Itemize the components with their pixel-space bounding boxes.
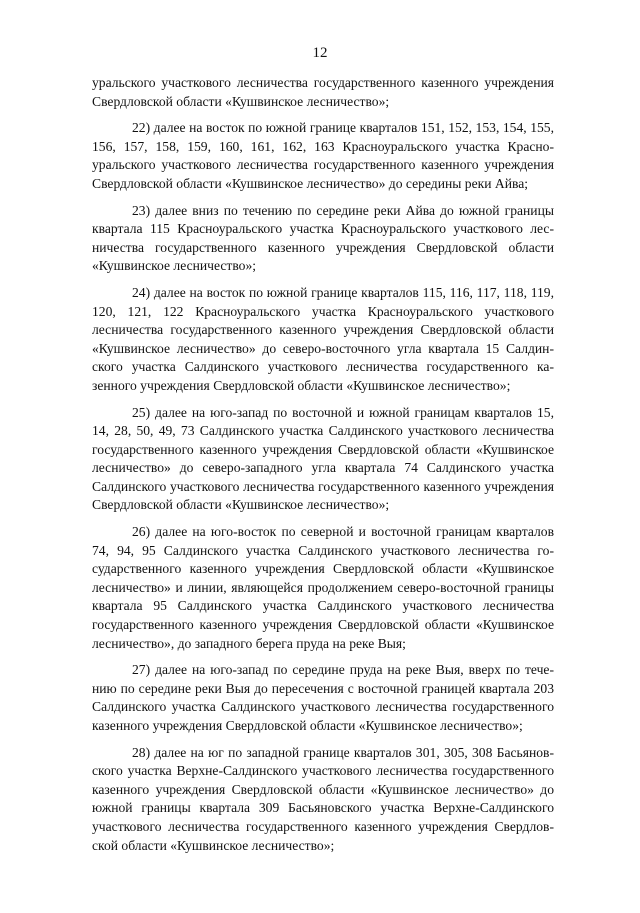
page-number: 12 [312,45,328,61]
paragraph-item-23: 23) далее вниз по течению по середине реки Айва до южной границы квартала 115 Красноуральского участка Красноуральского участкового лесничества государственного казенного учреждения Свердловской области «Кушвинское лесничество»; [92,202,554,274]
paragraph-item-24: 24) далее на восток по южной границе кварталов 115, 116, 117, 118, 119, 120, 121, 122 Красноуральского участка Красноуральского участкового лесничества государственного казенного учреждения Свердловской области «Кушвинское лесничество» до северо-восточного угла квартала 15 Салдинского участка Салдинского участкового лесничества государственного казенного учреждения Свердловской области «Кушвинское лесничество»; [92,284,554,393]
paragraph-item-27: 27) далее на юго-запад по середине пруда на реке Выя, вверх по течению по середине реки Выя до пересечения с восточной границей квартала 203 Салдинского участка Салдинского участкового лесничества государственного казенного учреждения Свердловской области «Кушвинское лесничество»; [92,662,554,733]
paragraph-continuation: уральского участкового лесничества государственного казенного учреждения Свердловской области «Кушвинское лесничество»; [92,75,554,109]
paragraph-item-28: 28) далее на юг по западной границе кварталов 301, 305, 308 Басьяновского участка Верхне-Салдинского участкового лесничества государственного казенного учреждения Свердловской области «Кушвинское лесничество» до южной границы квартала 309 Басьяновского участка Верхне-Салдинского участкового лесничества государственного казенного учреждения Свердловской области «Кушвинское лесничество»; [92,744,554,853]
paragraph-item-25: 25) далее на юго-запад по восточной и южной границам кварталов 15, 14, 28, 50, 49, 73 Салдинского участка Салдинского участкового лесничества государственного казенного учреждения Свердловской области «Кушвинское лесничество» до северо-западного угла квартала 74 Салдинского участка Салдинского участкового лесничества государственного казенного учреждения Свердловской области «Кушвинское лесничество»; [92,404,554,513]
paragraph-item-22: 22) далее на восток по южной границе кварталов 151, 152, 153, 154, 155, 156, 157, 158, 159, 160, 161, 162, 163 Красноуральского участка Красноуральского участкового лесничества государственного казенного учреждения Свердловской области «Кушвинское лесничество» до середины реки Айва; [92,120,554,191]
document-body [92,74,554,863]
paragraph-item-26: 26) далее на юго-восток по северной и восточной границам кварталов 74, 94, 95 Салдинского участка Салдинского участкового лесничества государственного казенного учреждения Свердловской области «Кушвинское лесничество» и линии, являющейся продолжением северо-восточной границы квартала 95 Салдинского участка Салдинского участкового лесничества государственного казенного учреждения Свердловской области «Кушвинское лесничество», до западного берега пруда на реке Выя; [92,524,554,651]
